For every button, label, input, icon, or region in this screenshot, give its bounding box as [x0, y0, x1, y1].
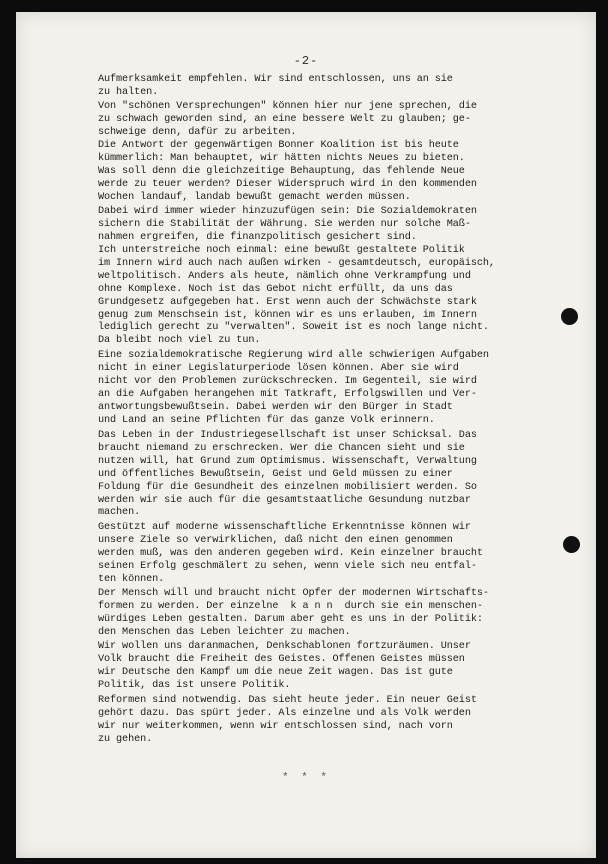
paragraph-1: Aufmerksamkeit empfehlen. Wir sind entschlossen, uns an sie zu halten.	[98, 74, 453, 98]
punch-hole-lower	[563, 536, 580, 553]
paragraph-3: Die Antwort der gegenwärtigen Bonner Koalition ist bis heute kümmerlich: Man behauptet, wir hätten nichts Neues zu bieten. Was soll denn die gleichzeitige Behauptung, das fehlende Neue werde zu teuer werden? Dieser Widerspruch wird in den kommenden Wochen landauf, landab bewußt gemacht werden müssen.	[98, 140, 477, 203]
document-page	[16, 12, 596, 858]
paragraph-6: Eine sozialdemokratische Regierung wird alle schwierigen Aufgaben nicht in einer Legislaturperiode lösen können. Aber sie wird nicht vor den Problemen zurückschrecken. Im Gegenteil, sie wird an die Aufgaben herangehen mit Tatkraft, Erfolgswillen und Ver- antwortungsbewußtsein. Dabei werden wir den Bürger in Stadt und Land an seine Pflichten für das ganze Volk erinnern.	[98, 350, 489, 426]
paragraph-8: Gestützt auf moderne wissenschaftliche Erkenntnisse können wir unsere Ziele so verwirklichen, daß nicht den einen genommen werden muß, was den anderen gegeben wird. Kein einzelner braucht seinen Erfolg geschmälert zu sehen, wenn viele sich neu entfal- ten können.	[98, 522, 483, 585]
paragraph-5: Ich unterstreiche noch einmal: eine bewußt gestaltete Politik im Innern wird auch nach außen wirken - gesamtdeutsch, europäisch, weltpolitisch. Anders als heute, nämlich ohne Verkrampfung und ohne Komplexe. Noch ist das Gebot nicht erfüllt, da uns das Grundgesetz aufgegeben hat. Erst wenn auch der Schwächste stark genug zum Menschsein ist, können wir es uns erlauben, im Innern lediglich gerecht zu "verwalten". Soweit ist es noch lange nicht. Da bleibt noch viel zu tun.	[98, 245, 495, 347]
paragraph-2: Von "schönen Versprechungen" können hier nur jene sprechen, die zu schwach geworden sind, an eine bessere Welt zu glauben; ge- schweige denn, dafür zu arbeiten.	[98, 101, 477, 138]
paragraph-10: Wir wollen uns daranmachen, Denkschablonen fortzuräumen. Unser Volk braucht die Freiheit des Geistes. Offenen Geistes müssen wir Deutsche den Kampf um die neue Zeit wagen. Das ist gute Politik, das ist unsere Politik.	[98, 641, 471, 691]
paragraph-7: Das Leben in der Industriegesellschaft ist unser Schicksal. Das braucht niemand zu erschrecken. Wer die Chancen sieht und sie nutzen will, hat Grund zum Optimismus. Wissenschaft, Verwaltung und öffentliches Bewußtsein, Geist und Geld müssen zu einer Foldung für die Gesundheit des einzelnen mobilisiert werden. So werden wir sie auch für die gesamtstaatliche Gesundung nutzbar machen.	[98, 430, 477, 519]
separator: * * *	[281, 772, 330, 784]
paragraph-4: Dabei wird immer wieder hinzuzufügen sein: Die Sozialdemokraten sichern die Stabilität der Währung. Sie werden nur solche Maß- nahmen ergreifen, die finanzpolitisch gesichert sind.	[98, 206, 477, 243]
paragraph-11: Reformen sind notwendig. Das sieht heute jeder. Ein neuer Geist gehört dazu. Das spürt jeder. Als einzelne und als Volk werden wir nur weiterkommen, wenn wir entschlossen sind, nach vorn zu gehen.	[98, 695, 477, 745]
paragraph-9: Der Mensch will und braucht nicht Opfer der modernen Wirtschafts- formen zu werden. Der einzelne k a n n durch sie ein menschen- würdiges Leben gestalten. Darum aber geht es uns in der Politik: den Menschen das Leben leichter zu machen.	[98, 588, 489, 638]
page-number: -2-	[293, 54, 319, 68]
punch-hole-upper	[561, 308, 578, 325]
